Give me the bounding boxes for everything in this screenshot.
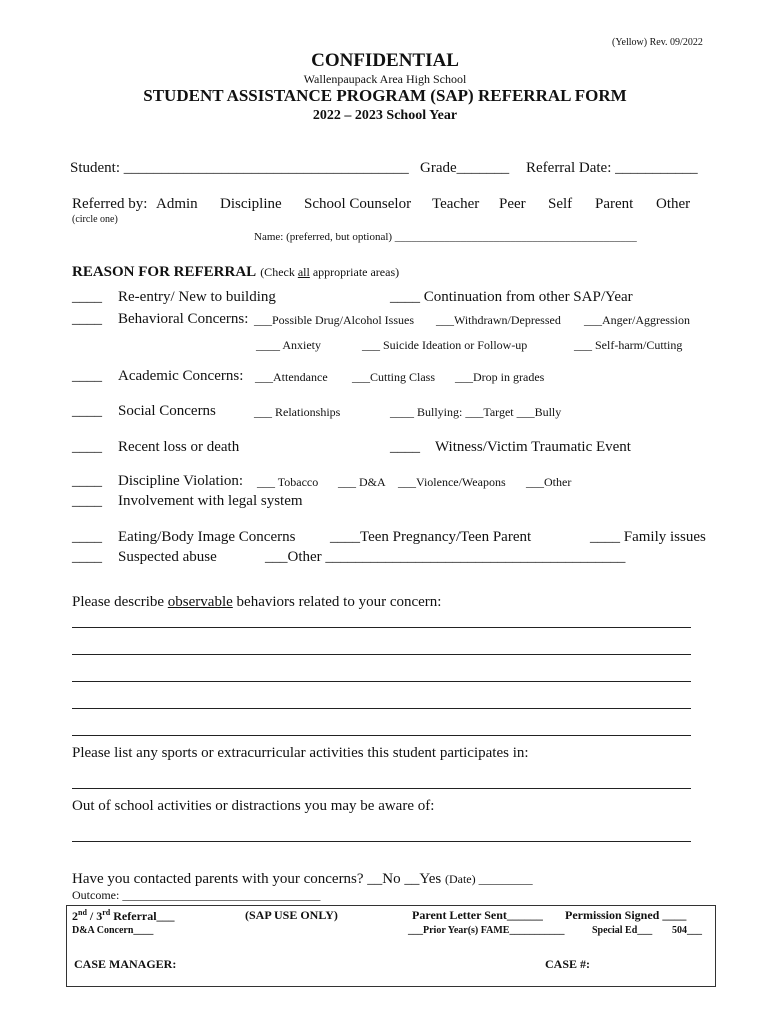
referrer-name-field[interactable]: Name: (preferred, but optional) ____________________________________________ [254, 231, 637, 243]
activities-question: Please list any sports or extracurricular activities this student participates in: [72, 745, 529, 761]
behavioral-blank[interactable]: ____ [72, 311, 102, 327]
permission-field[interactable]: Permission Signed ____ [565, 908, 687, 922]
behavioral-withdrawn[interactable]: ___Withdrawn/Depressed [436, 313, 561, 327]
case-manager-field[interactable]: CASE MANAGER: [74, 957, 177, 971]
case-number-field[interactable]: CASE #: [545, 957, 591, 971]
reason-heading [72, 263, 399, 281]
social-relationships[interactable]: ___ Relationships [254, 405, 341, 419]
observable-line-5[interactable] [72, 735, 691, 736]
distractions-question: Out of school activities or distractions you may be aware of: [72, 798, 435, 814]
grade-field[interactable]: Grade_______ [420, 160, 510, 176]
da-concern-field[interactable]: D&A Concern____ [72, 925, 154, 936]
activities-line[interactable] [72, 788, 691, 789]
referred-by-label: Referred by: [72, 196, 148, 212]
pregnancy-option[interactable]: ____Teen Pregnancy/Teen Parent [330, 529, 532, 545]
referred-by-peer[interactable]: Peer [499, 196, 526, 212]
witness-label: Witness/Victim Traumatic Event [435, 439, 631, 455]
parent-letter-field[interactable]: Parent Letter Sent______ [412, 908, 543, 922]
abuse-blank[interactable]: ____ [72, 549, 102, 565]
referred-by-admin[interactable]: Admin [156, 196, 198, 212]
referred-by-self[interactable]: Self [548, 196, 573, 212]
reason-instr-post: appropriate areas) [309, 265, 400, 279]
behavioral-anger[interactable]: ___Anger/Aggression [584, 313, 690, 327]
parents-question [72, 871, 533, 888]
distractions-line[interactable] [72, 841, 691, 842]
referral-date-field[interactable]: Referral Date: ___________ [526, 160, 698, 176]
other-concern-field[interactable]: ___Other ________________________________________ [265, 549, 626, 565]
loss-label: Recent loss or death [118, 439, 240, 455]
discipline-other[interactable]: ___Other [526, 475, 572, 489]
academic-attendance[interactable]: ___Attendance [255, 370, 328, 384]
observable-post: behaviors related to your concern: [232, 594, 442, 610]
special-ed-field[interactable]: Special Ed___ [592, 925, 653, 936]
reentry-label: Re-entry/ New to building [118, 289, 276, 305]
observable-pre: Please describe [72, 594, 168, 610]
reason-instr-all: all [297, 265, 310, 279]
discipline-violence[interactable]: ___Violence/Weapons [398, 475, 506, 489]
referred-by-counselor[interactable]: School Counselor [304, 196, 412, 212]
discipline-label: Discipline Violation: [118, 473, 244, 489]
confidential-heading: CONFIDENTIAL [311, 50, 459, 71]
parents-text[interactable]: Have you contacted parents with your concerns? __No __Yes [72, 871, 442, 887]
observable-line-1[interactable] [72, 627, 691, 628]
observable-line-4[interactable] [72, 708, 691, 709]
revision-note: (Yellow) Rev. 09/2022 [612, 37, 703, 48]
discipline-tobacco[interactable]: ___ Tobacco [257, 475, 319, 489]
eating-label: Eating/Body Image Concerns [118, 529, 296, 545]
observable-word: observable [167, 594, 233, 610]
legal-blank[interactable]: ____ [72, 493, 102, 509]
abuse-label: Suspected abuse [118, 549, 217, 565]
observable-line-2[interactable] [72, 654, 691, 655]
observable-line-3[interactable] [72, 681, 691, 682]
behavioral-drug[interactable]: ___Possible Drug/Alcohol Issues [254, 313, 414, 327]
academic-drop[interactable]: ___Drop in grades [455, 370, 545, 384]
behavioral-label: Behavioral Concerns: [118, 311, 249, 327]
discipline-blank[interactable]: ____ [72, 473, 102, 489]
repeat-referral-field[interactable]: 2nd / 3rd Referral___ [72, 908, 175, 923]
prior-year-fame-field[interactable]: ___Prior Year(s) FAME___________ [408, 925, 565, 936]
legal-label: Involvement with legal system [118, 493, 303, 509]
parents-date[interactable]: (Date) _________ [444, 872, 533, 886]
school-name: Wallenpaupack Area High School [303, 72, 467, 86]
referred-by-discipline[interactable]: Discipline [220, 196, 282, 212]
social-label: Social Concerns [118, 403, 216, 419]
form-title: STUDENT ASSISTANCE PROGRAM (SAP) REFERRAL FORM [143, 86, 627, 105]
student-field[interactable]: Student: ______________________________________ [70, 160, 409, 176]
school-year: 2022 – 2023 School Year [312, 108, 458, 123]
social-blank[interactable]: ____ [72, 403, 102, 419]
referred-by-other[interactable]: Other [656, 196, 691, 212]
eating-blank[interactable]: ____ [72, 529, 102, 545]
observable-question [72, 594, 441, 611]
section-504-field[interactable]: 504___ [672, 925, 702, 936]
circle-one-note: (circle one) [72, 214, 118, 225]
sap-use-only-label: (SAP USE ONLY) [245, 908, 338, 922]
family-option[interactable]: ____ Family issues [590, 529, 706, 545]
continuation-option[interactable]: ____ Continuation from other SAP/Year [390, 289, 633, 305]
behavioral-anxiety[interactable]: ____ Anxiety [256, 338, 321, 352]
academic-cutting[interactable]: ___Cutting Class [352, 370, 436, 384]
referred-by-parent[interactable]: Parent [595, 196, 634, 212]
academic-label: Academic Concerns: [118, 368, 244, 384]
behavioral-suicide[interactable]: ___ Suicide Ideation or Follow-up [362, 338, 528, 352]
outcome-field[interactable]: Outcome: _________________________________ [72, 888, 321, 902]
referred-by-teacher[interactable]: Teacher [432, 196, 480, 212]
witness-blank[interactable]: ____ [390, 439, 420, 455]
discipline-da[interactable]: ___ D&A [338, 475, 386, 489]
academic-blank[interactable]: ____ [72, 368, 102, 384]
behavioral-selfharm[interactable]: ___ Self-harm/Cutting [574, 338, 683, 352]
loss-blank[interactable]: ____ [72, 439, 102, 455]
reentry-blank[interactable]: ____ [72, 289, 102, 305]
reason-instr-pre: (Check [260, 265, 298, 279]
social-bullying[interactable]: ____ Bullying: ___Target ___Bully [390, 405, 562, 419]
reason-title: REASON FOR REFERRAL [72, 264, 257, 280]
